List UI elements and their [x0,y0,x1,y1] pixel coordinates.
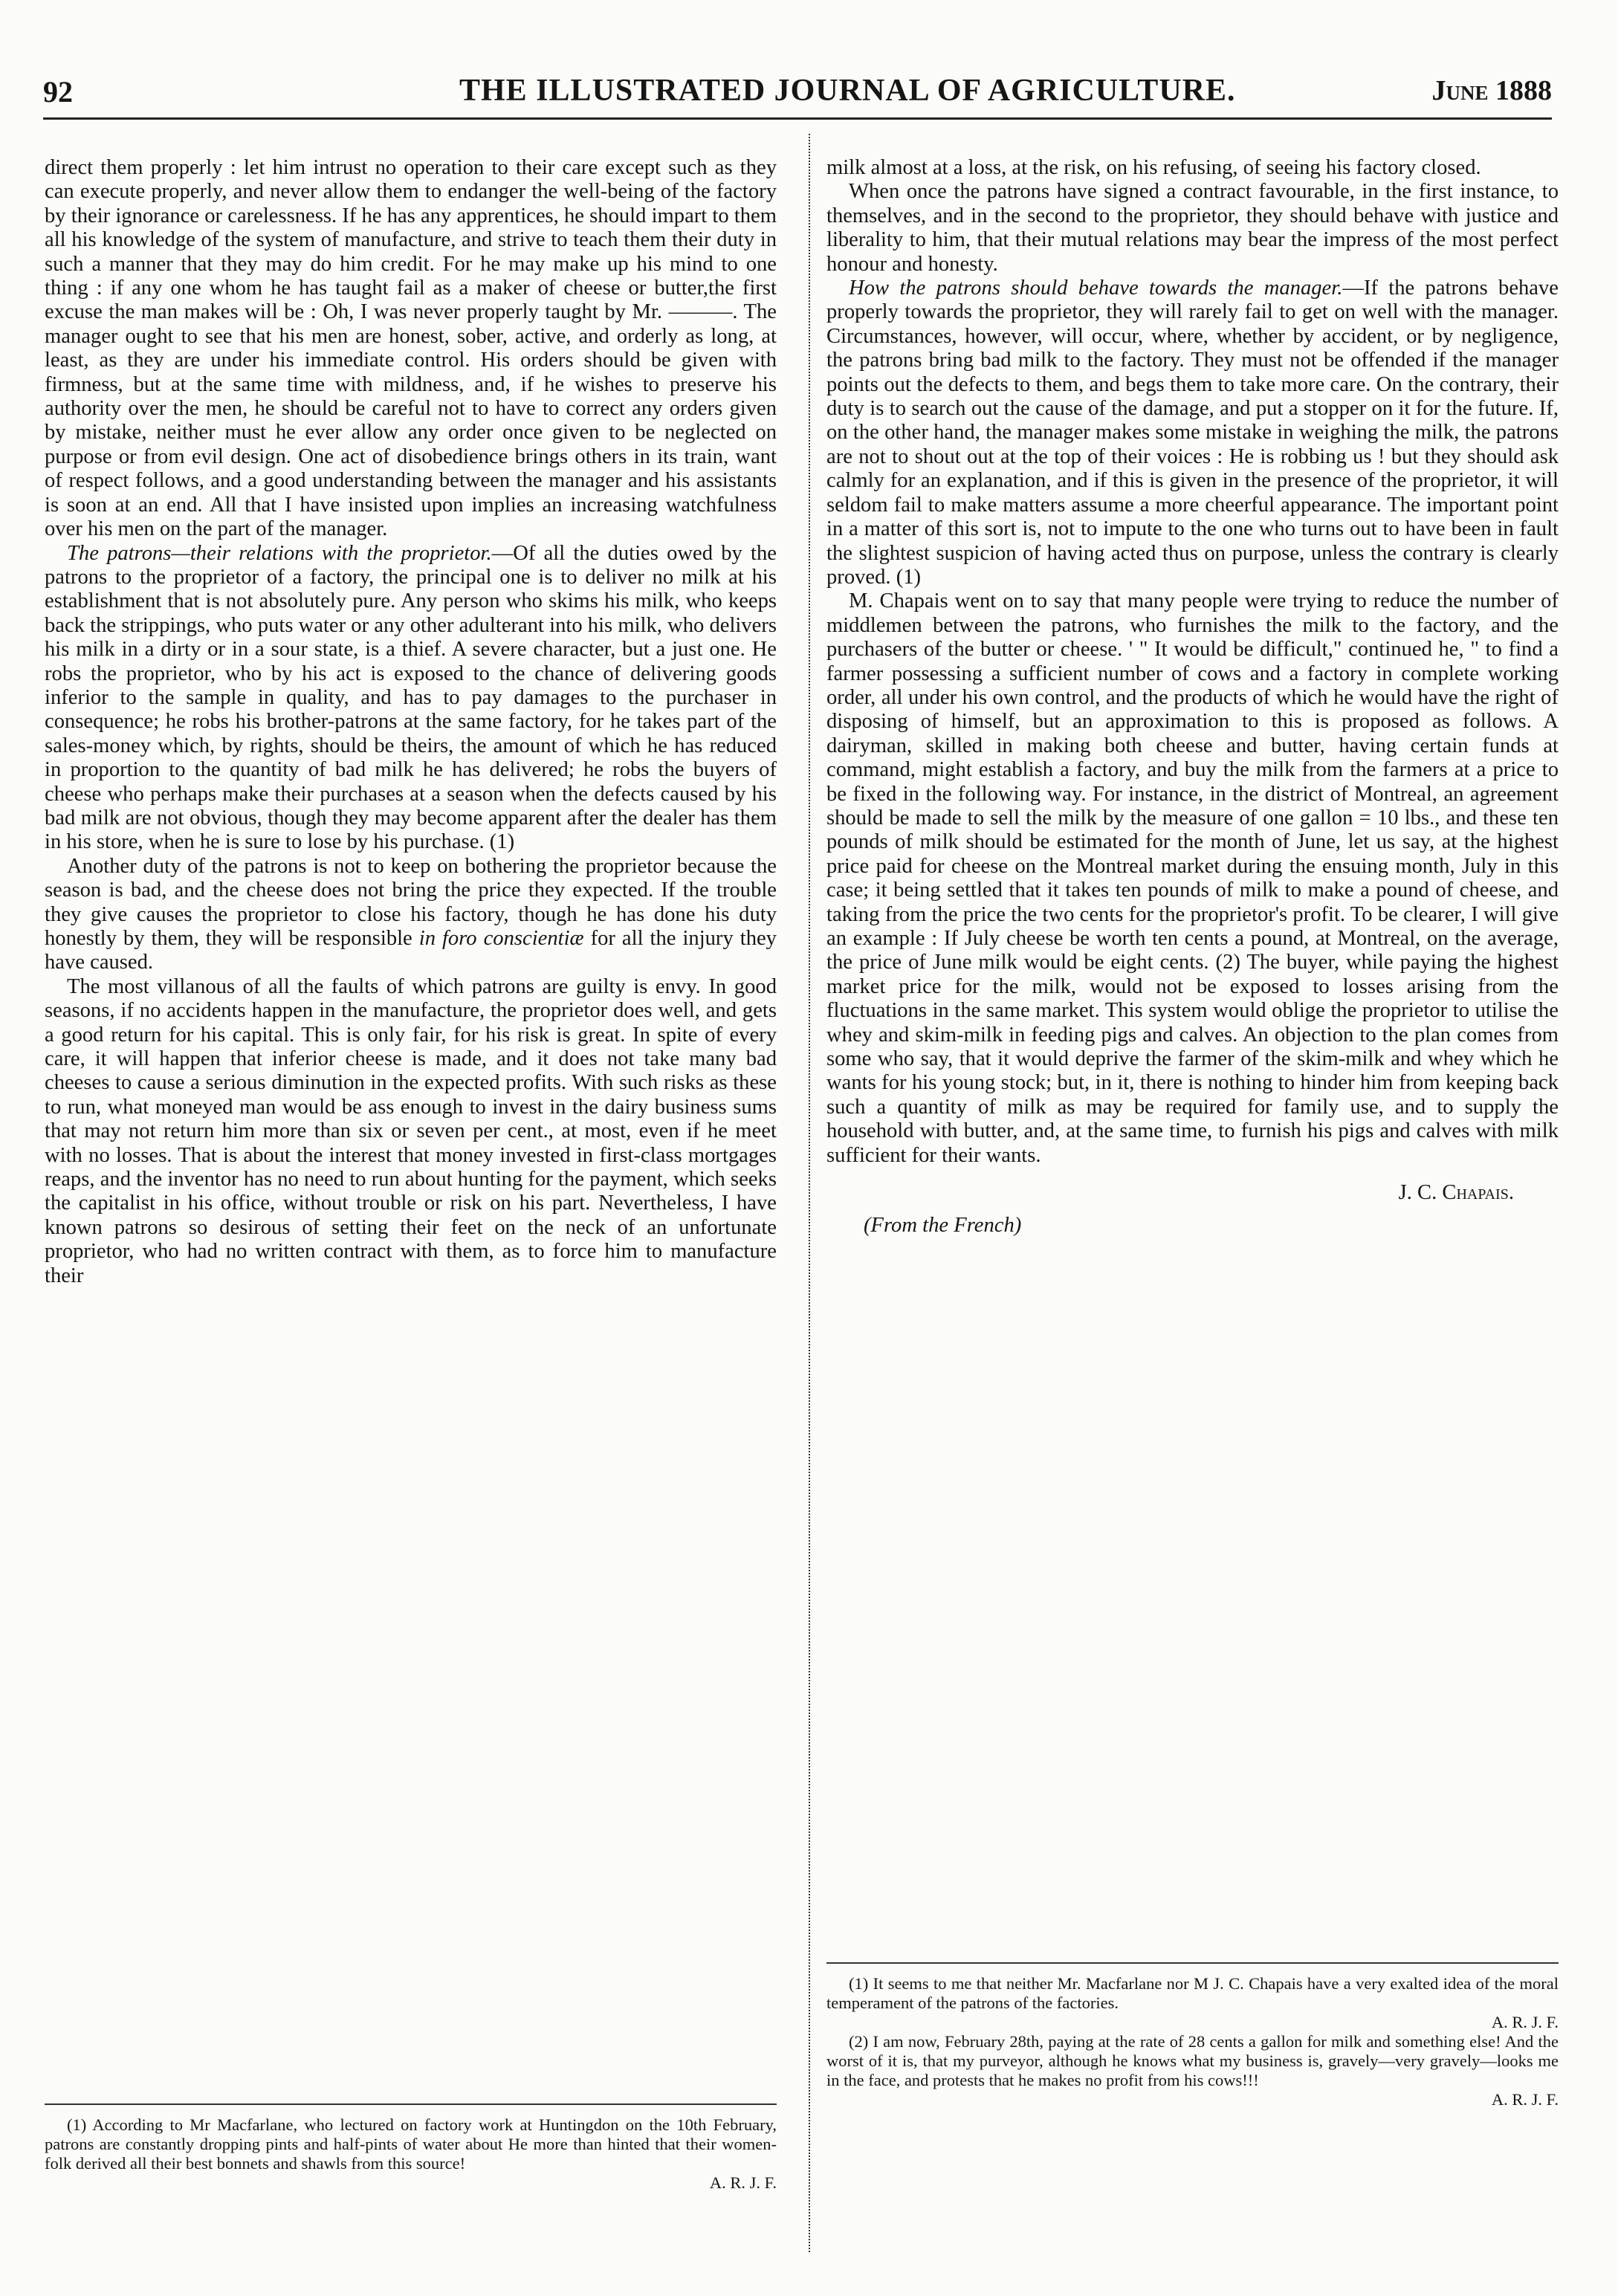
paragraph [45,542,777,855]
paragraph-text: —If the patrons behave properly towards the proprietor, they will rarely fail to get on well with the manager. Circumstances, however, will occur, where, whether by accident, or by negligence, the patrons bring bad milk to the factory. They must not be offended if the manager points out the defects to them, and begs them to take more care. On the contrary, their duty is to search out the cause of the damage, and put a stopper on it for the future. If, on the other hand, the manager makes some mistake in weighing the milk, the patrons are not to shout out at the top of their voices : He is robbing us ! but they should ask calmly for an explanation, and if this is given in the presence of the proprietor, it will seldom fail to make matters assume a more cheerful appearance. The important point in a matter of this sort is, not to impute to the one who turns out to have been in fault the slightest suspicion of having acted thus on purpose, unless the contrary is clearly proved. (1) [826,277,1559,589]
section-heading: The patrons—their relations with the proprietor. [67,541,492,565]
page-number: 92 [43,75,73,109]
paragraph-text: for all the injury they have caused. [45,927,777,974]
source-note-text: (From the French) [864,1214,1022,1238]
paragraph: milk almost at a loss, at the risk, on his refusing, of seeing his factory closed. [826,156,1481,179]
footnote-text: (1) According to Mr Macfarlane, who lectured on factory work at Huntingdon on the 10th February, patrons are constantly dropping pints and half-pints of water about He more than hinted that their women-folk derived all their best bonnets and shawls from this source! [45,2115,777,2173]
paragraph: direct them properly : let him intrust no operation to their care except such as they can execute properly, and never allow them to endanger the well-being of the factory by their ignorance or carelessness. If he has any apprentices, he should impart to them all his knowledge of the system of manufacture, and strive to teach them their duty in such a manner that they may do him credit. For he may make up his mind to one thing : if any one whom he has taught fail as a maker of cheese or butter,the first excuse the man makes will be : Oh, I was never properly taught by Mr. ———. The manager ought to see that his men are honest, sober, active, and orderly as long, at least, as they are under his immediate control. His orders should be given with firmness, but at the same time with mildness, and, if he wishes to preserve his authority over the men, he should be careful not to have to correct any orders given by mistake, neither must he ever allow any order once given to be neglected on purpose or from evil design. One act of disobedience brings others in its train, want of respect follows, and a good understanding between the manager and his assistants is soon at an end. All that I have insisted upon implies an increasing watchfulness over his men on the part of the manager. [45,156,777,541]
source-note [826,1214,1559,1238]
footnote-left [45,2115,777,2193]
paragraph: The most villanous of all the faults of which patrons are guilty is envy. In good seasons, if no accidents happen in the manufacture, the proprietor does well, and gets a good return for his capital. This is only fair, for his risk is great. In spite of every care, it will happen that inferior cheese is made, and it does not take many bad cheeses to cause a serious diminution in the expected profits. With such risks as these to run, what moneyed man would be ass enough to invest in the dairy business sums that may not return him more than six or seven per cent., at most, even if he meet with no losses. That is about the interest that money invested in first-class mortgages reaps, and the inventor has no need to run about hunting for the payment, which seeks the capitalist in his office, without trouble or risk on his part. Nevertheless, I have known patrons so desirous of setting their feet on the neck of an unfortunate proprietor, who had no written contract with them, as to force him to manufacture their [45,974,777,1287]
footnotes-right [826,1974,1559,2109]
footnote-signature: A. R. J. F. [709,2173,777,2192]
footnote-text: (1) It seems to me that neither Mr. Macfarlane nor M J. C. Chapais have a very exalted idea of the moral temperament of the patrons of the factories. [826,1974,1559,2012]
latin-phrase: in foro conscientiæ [418,927,584,950]
column-divider [809,134,810,2252]
footnote-signature: A. R. J. F. [1491,2090,1559,2109]
paragraph: When once the patrons have signed a contract favourable, in the first instance, to themselves, and in the second to the proprietor, they should behave with justice and liberality to him, that their mutual relations may bear the impress of the most perfect honour and honesty. [826,180,1559,276]
left-column [45,156,777,1288]
page-header [43,71,1552,120]
footnote-rule [45,2103,777,2105]
paragraph [826,277,1559,589]
paragraph [45,855,777,975]
right-column [826,156,1559,1238]
paragraph: M. Chapais went on to say that many people were trying to reduce the number of middlemen between the patrons, who furnishes the milk to the factory, and the purchasers of the butter or cheese. ' " It would be difficult," continued he, " to find a farmer possessing a sufficient number of cows and a factory in complete working order, all under his own control, and the products of which he would have the right of disposing of himself, but an approximation to this is proposed as follows. A dairyman, skilled in making both cheese and butter, having certain funds at command, might establish a factory, and buy the milk from the farmers at a price to be fixed in the following way. For instance, in the district of Montreal, an agreement should be made to sell the milk by the measure of one gallon = 10 lbs., and these ten pounds of milk should be estimated for the month of June, let us say, at the highest price paid for cheese on the Montreal market during the ensuing month, July in this case; it being settled that it takes ten pounds of milk to make a pound of cheese, and taking from the price the two cents for the proprietor's profit. To be clearer, I will give an example : If July cheese be worth ten cents a pound, at Montreal, on the average, the price of June milk would be eight cents. (2) The buyer, while paying the highest market price for the milk, would not be exposed to losses arising from the fluctuations in the same market. This system would oblige the proprietor to utilise the whey and skim-milk in feeding pigs and calves. An objection to the plan comes from some who say, that it would deprive the farmer of the skim-milk and whey which he wants for his young stock; but, in it, there is nothing to hinder him from keeping back such a quantity of milk as may be required for family use, and to supply the household with butter, and, at the same time, to furnish his pigs and calves with milk sufficient for their wants. [826,589,1559,1167]
footnote-text: (2) I am now, February 28th, paying at the rate of 28 cents a gallon for milk and something else! And the worst of it is, that my purveyor, although he knows what my business is, gravely—very gravely—looks me in the face, and protests that he makes no profit from his cows!!! [826,2032,1559,2089]
issue-date: June 1888 [1431,75,1552,106]
author-signature: J. C. Chapais. [1398,1181,1514,1205]
journal-title: THE ILLUSTRATED JOURNAL OF AGRICULTURE. [459,74,1236,108]
footnote-signature: A. R. J. F. [1491,2013,1559,2031]
paragraph-text: —Of all the duties owed by the patrons to the proprietor of a factory, the principal one is to deliver no milk at his establishment that is not absolutely pure. Any person who skims his milk, who keeps back the strippings, who puts water or any other adulterant into his milk, who delivers his milk in a dirty or in a sour state, is a thief. A severe character, but a just one. He robs the proprietor, who by his act is exposed to the chance of delivering goods inferior to the sample in quality, and has to pay damages to the purchaser in consequence; he robs his brother-patrons at the same factory, for he takes part of the sales-money which, by rights, should be theirs, the amount of which he has reduced in proportion to the quantity of bad milk he has delivered; he robs the buyers of cheese who perhaps make their purchases at a season when the defects caused by his bad milk are not obvious, though they may become apparent after the dealer has them in his store, when he is sure to lose by his purchase. (1) [45,541,777,854]
footnote-rule [826,1962,1559,1964]
section-heading: How the patrons should behave towards the manager. [849,277,1343,300]
paragraph-text: Another duty of the patrons is not to keep on bothering the proprietor because the season is bad, and the cheese does not bring the price they expected. If the trouble they give causes the proprietor to close his factory, though he has done his duty honestly by them, they will be responsible [45,854,777,950]
